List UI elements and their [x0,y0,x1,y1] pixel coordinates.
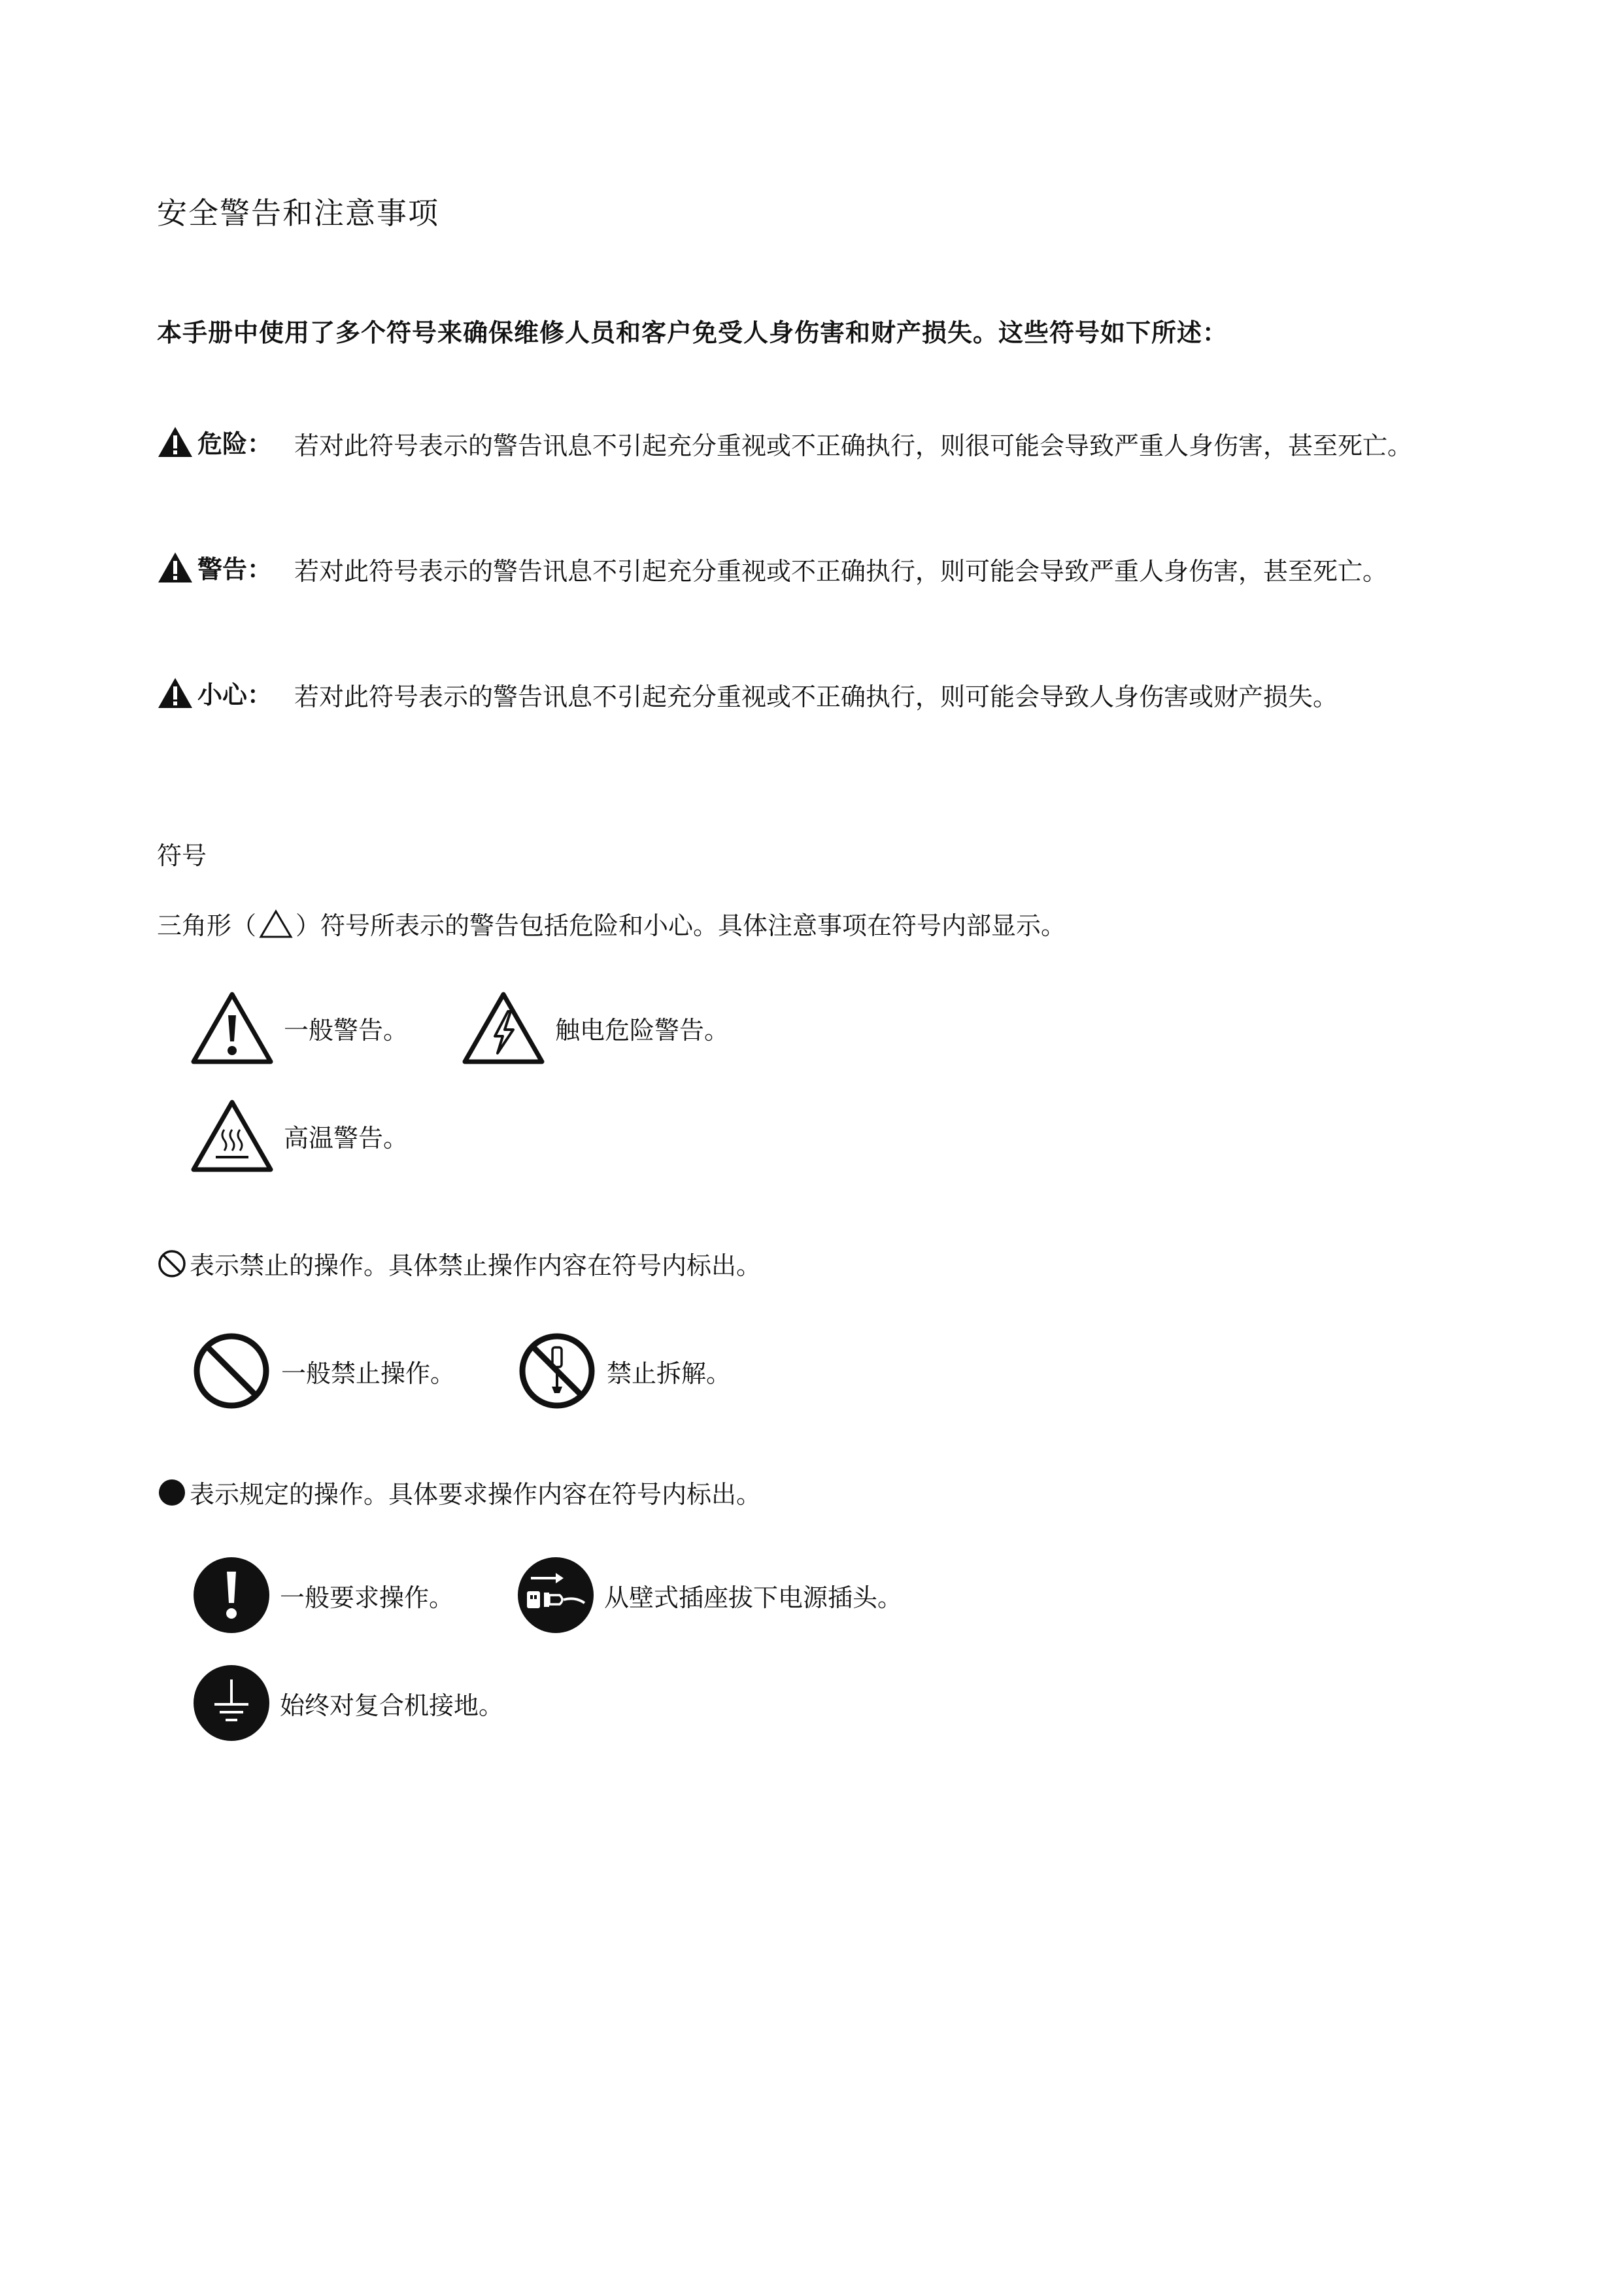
symbol-ground [192,1664,503,1742]
unplug-label: 从壁式插座拔下电源插头。 [604,1583,903,1612]
warning-triangle-filled-icon [157,426,194,458]
unplug-icon [516,1556,595,1634]
definition-caution-label: 小心： [197,681,273,709]
definition-danger [157,424,1484,468]
symbol-high-temperature [190,1098,408,1173]
symbol-general-prohibited [191,1330,455,1411]
warning-triangle-filled-icon [157,551,194,584]
warning-triangle-filled-icon [157,677,194,709]
general-prohibited-icon [191,1330,272,1411]
prohibited-description-text: 表示禁止的操作。具体禁止操作内容在符号内标出。 [190,1251,762,1280]
general-action-label: 一般要求操作。 [280,1583,454,1612]
prohibited-small-icon [157,1249,187,1279]
symbol-unplug [516,1556,902,1634]
symbol-do-not-disassemble [516,1330,731,1411]
mandatory-description [157,1474,761,1510]
symbol-electric-shock [461,990,729,1066]
high-temperature-icon [190,1098,275,1173]
triangle-description-after: ）符号所表示的警告包括危险和小心。具体注意事项在符号内部显示。 [296,911,1066,940]
general-action-icon [192,1556,271,1634]
symbol-general-action [192,1556,454,1634]
definition-warning [157,549,1484,594]
general-warning-label: 一般警告。 [284,1016,409,1045]
general-warning-icon [190,990,275,1066]
electric-shock-icon [461,990,546,1066]
triangle-description [157,905,1066,941]
definition-caution [157,675,1484,719]
do-not-disassemble-label: 禁止拆解。 [607,1358,732,1388]
symbols-heading: 符号 [157,841,207,870]
ground-icon [192,1664,271,1742]
electric-shock-label: 触电危险警告。 [555,1016,730,1045]
triangle-outline-icon [259,909,293,939]
triangle-description-before: 三角形（ [157,911,257,940]
ground-label: 始终对复合机接地。 [280,1691,504,1720]
definition-danger-label: 危险： [197,430,273,458]
definition-caution-text: 若对此符号表示的警告讯息不引起充分重视或不正确执行，则可能会导致人身伤害或财产损失。 [294,683,1338,711]
definition-danger-text: 若对此符号表示的警告讯息不引起充分重视或不正确执行，则很可能会导致严重人身伤害，甚至死亡。 [294,431,1413,460]
symbol-general-warning [190,990,408,1066]
no-disassembly-icon [516,1330,598,1411]
mandatory-small-icon [157,1477,187,1508]
intro-text: 本手册中使用了多个符号来确保维修人员和客户免受人身伤害和财产损失。这些符号如下所述： [157,318,1228,347]
definition-warning-text: 若对此符号表示的警告讯息不引起充分重视或不正确执行，则可能会导致严重人身伤害，甚至死亡。 [294,557,1388,586]
mandatory-description-text: 表示规定的操作。具体要求操作内容在符号内标出。 [190,1480,762,1509]
definition-warning-label: 警告： [197,555,273,584]
general-prohibited-label: 一般禁止操作。 [281,1358,456,1388]
high-temperature-label: 高温警告。 [284,1124,409,1153]
page-title: 安全警告和注意事项 [157,195,439,231]
prohibited-description [157,1245,761,1281]
